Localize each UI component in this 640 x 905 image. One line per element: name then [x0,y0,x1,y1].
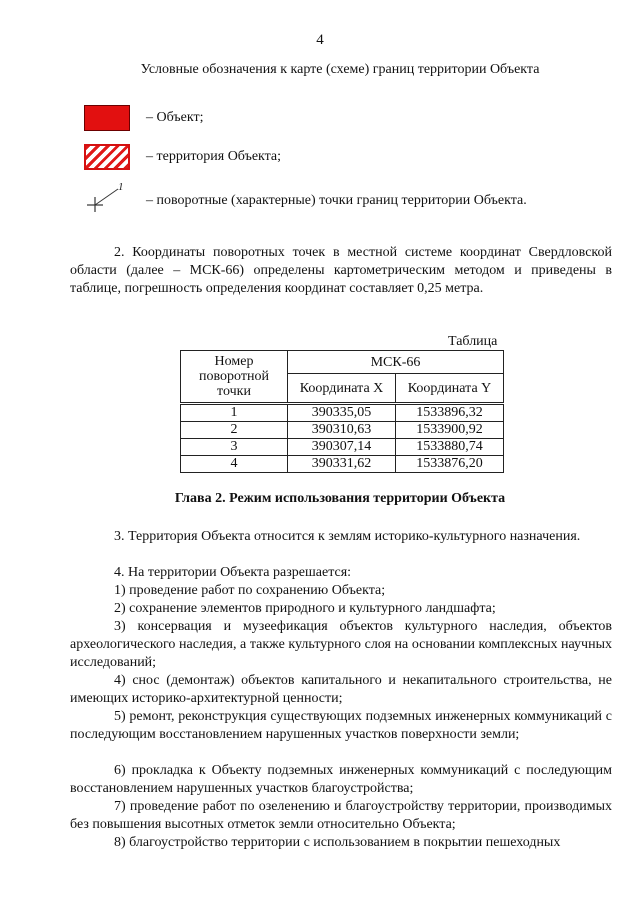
cell-x: 390335,05 [288,404,396,422]
coordinates-table [180,350,504,473]
paragraph-2: 2. Координаты поворотных точек в местной системе координат Свердловской области (далее – МСК-66) определены картометрическим методом и приведены в таблице, погрешность определения координат составляет 0,25 метра. [70,245,612,296]
cell-y: 1533900,92 [396,422,504,439]
table-caption: Таблица [448,334,498,349]
cell-x: 390310,63 [288,422,396,439]
table-row [181,404,504,422]
legend-item-turning-points [84,182,527,214]
list-item-8: 8) благоустройство территории с использованием в покрытии пешеходных [114,835,561,850]
cell-y: 1533880,74 [396,439,504,456]
legend-item-territory [84,144,281,170]
cell-point: 4 [181,456,288,473]
list-item-6: 6) прокладка к Объекту подземных инженерных коммуникаций с последующим восстановлением нарушенных участков благоустройства; [70,763,612,796]
legend-item-object [84,105,203,131]
cell-point: 3 [181,439,288,456]
cell-point: 1 [181,404,288,422]
cell-x: 390307,14 [288,439,396,456]
chapter-title: Глава 2. Режим использования территории Объекта [174,491,506,506]
header-point-number: Номер поворотной точки [181,351,288,404]
list-item-4: 4) снос (демонтаж) объектов капитального и некапитального строительства, не имеющих историко-архитектурной ценности; [70,673,612,706]
page-number: 4 [316,32,324,48]
table-row [181,456,504,473]
legend-item-label: – Объект; [146,110,204,125]
marker-number: 1 [118,182,124,193]
list-item-7: 7) проведение работ по озеленению и благоустройству территории, производимых без повышения высотных отметок земли относительно Объекта; [70,799,612,832]
paragraph-4: 4. На территории Объекта разрешается: [114,565,352,580]
legend-item-label: – поворотные (характерные) точки границ территории Объекта. [146,193,527,208]
cell-y: 1533896,32 [396,404,504,422]
header-coord-x: Координата X [288,374,396,404]
legend-item-label: – территория Объекта; [146,149,282,164]
table-row [181,422,504,439]
cell-point: 2 [181,422,288,439]
paragraph-3: 3. Территория Объекта относится к землям историко-культурного назначения. [114,529,581,544]
hatched-rectangle-icon [84,144,130,170]
red-rectangle-icon [84,105,130,131]
header-coord-y: Координата Y [396,374,504,404]
legend-title: Условные обозначения к карте (схеме) границ территории Объекта [140,62,540,77]
turning-point-icon [84,182,130,214]
list-item-3: 3) консервация и музеефикация объектов культурного наследия, объектов археологического наследия, а также культурного слоя на основании комплексных научных исследований; [70,619,612,670]
list-item-1: 1) проведение работ по сохранению Объекта; [114,583,386,598]
table-row [181,439,504,456]
list-item-5: 5) ремонт, реконструкция существующих подземных инженерных коммуникаций с последующим восстановлением нарушенных участков поверхности земли; [70,709,612,742]
cell-x: 390331,62 [288,456,396,473]
header-msk66: МСК-66 [288,351,504,374]
list-item-2: 2) сохранение элементов природного и культурного ландшафта; [114,601,496,616]
cell-y: 1533876,20 [396,456,504,473]
